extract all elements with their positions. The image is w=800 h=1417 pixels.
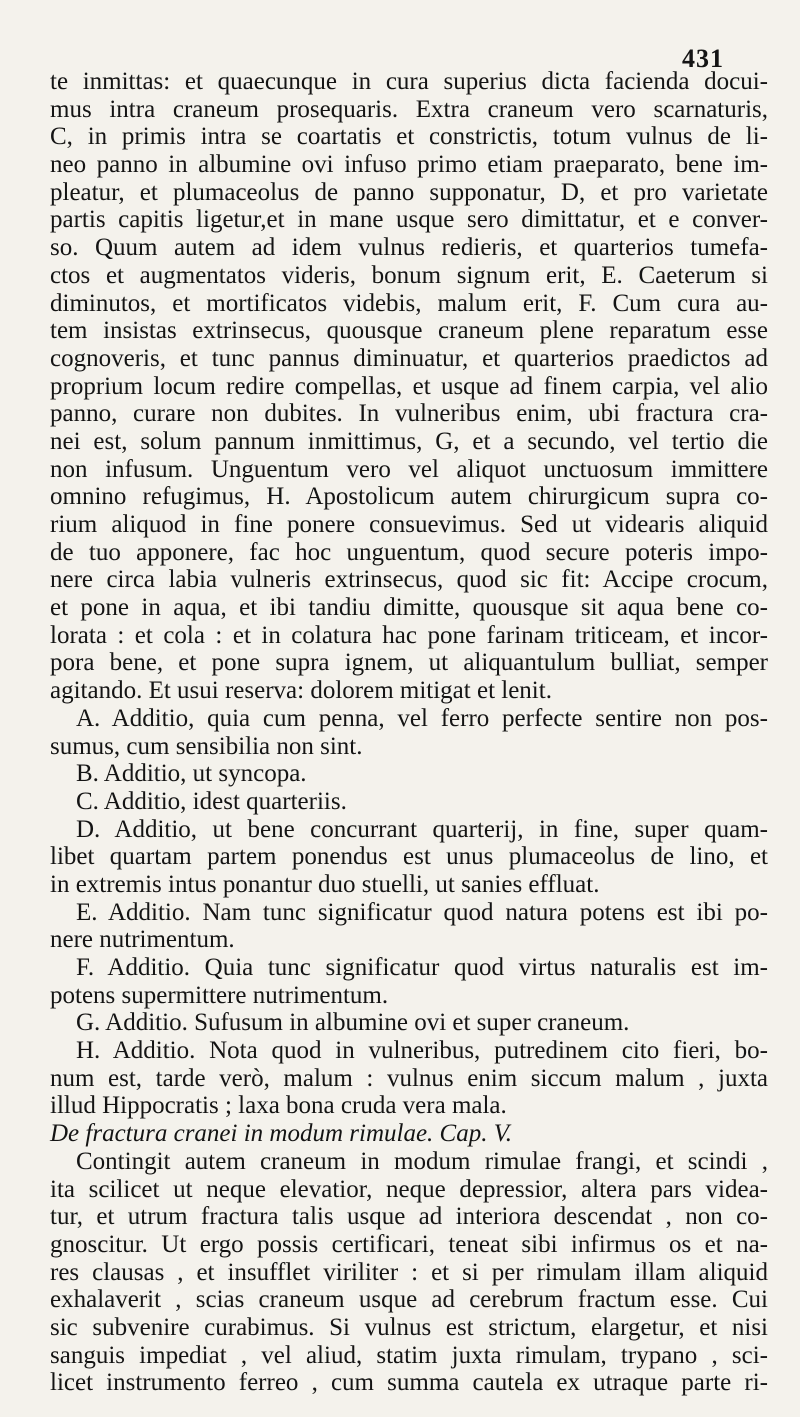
text-line: diminutos, et mortificatos videbis, malum erit, F. Cum cura au- xyxy=(50,289,768,317)
text-line: nei est, solum pannum inmittimus, G, et a secundo, vel tertio die xyxy=(50,427,768,455)
text-line: cognoveris, et tunc pannus diminuatur, et quarterios praedictos ad xyxy=(50,344,768,372)
text-line: C, in primis intra se coartatis et constrictis, totum vulnus de li- xyxy=(50,123,768,151)
text-line: agitando. Et usui reserva: dolorem mitigat et lenit. xyxy=(50,677,552,705)
text-line: B. Additio, ut syncopa. xyxy=(76,760,307,788)
page-number: 431 xyxy=(682,44,724,73)
text-line: C. Additio, idest quarteriis. xyxy=(76,787,347,815)
text-line: mus intra craneum prosequaris. Extra craneum vero scarnaturis, xyxy=(50,95,768,123)
text-line: de tuo apponere, fac hoc unguentum, quod secure poteris impo- xyxy=(50,538,768,566)
text-line: E. Additio. Nam tunc significatur quod natura potens est ibi po- xyxy=(76,898,768,926)
text-line: licet instrumento ferreo , cum summa cautela ex utraque parte ri- xyxy=(50,1369,768,1397)
text-line: partis capitis ligetur,et in mane usque sero dimittatur, et e conver- xyxy=(50,206,768,234)
text-line: et pone in aqua, et ibi tandiu dimitte, quousque sit aqua bene co- xyxy=(50,594,768,622)
text-line: tem insistas extrinsecus, quousque craneum plene reparatum esse xyxy=(50,317,768,345)
text-line: so. Quum autem ad idem vulnus redieris, et quarterios tumefa- xyxy=(50,234,768,262)
text-line: G. Additio. Sufusum in albumine ovi et super craneum. xyxy=(76,1009,630,1037)
text-line: pleatur, et plumaceolus de panno supponatur, D, et pro varietate xyxy=(50,178,768,206)
text-line: potens supermittere nutrimentum. xyxy=(50,981,389,1009)
text-line: res clausas , et insufflet viriliter : et si per rimulam illam aliquid xyxy=(50,1258,768,1286)
chapter-heading: De fractura cranei in modum rimulae. Cap. V. xyxy=(50,1120,513,1148)
text-line: ctos et augmentatos videris, bonum signum erit, E. Caeterum si xyxy=(50,261,768,289)
text-line: sumus, cum sensibilia non sint. xyxy=(50,732,363,760)
text-line: H. Additio. Nota quod in vulneribus, putredinem cito fieri, bo- xyxy=(76,1037,768,1065)
text-line: sic subvenire curabimus. Si vulnus est strictum, elargetur, et nisi xyxy=(50,1313,768,1341)
text-line: omnino refugimus, H. Apostolicum autem chirurgicum supra co- xyxy=(50,483,768,511)
text-line: panno, curare non dubites. In vulneribus enim, ubi fractura cra- xyxy=(50,400,768,428)
text-line: rium aliquod in fine ponere consuevimus. Sed ut videaris aliquid xyxy=(50,511,768,538)
text-line: libet quartam partem ponendus est unus plumaceolus de lino, et xyxy=(50,843,768,871)
text-line: illud Hippocratis ; laxa bona cruda vera mala. xyxy=(50,1092,507,1120)
text-line: lorata : et cola : et in colatura hac pone farinam triticeam, et incor- xyxy=(50,621,768,649)
body-text xyxy=(50,68,768,1397)
text-line: ita scilicet ut neque elevatior, neque depressior, altera pars videa- xyxy=(50,1175,768,1203)
text-line: neo panno in albumine ovi infuso primo etiam praeparato, bene im- xyxy=(50,151,768,179)
text-line: nere circa labia vulneris extrinsecus, quod sic fit: Accipe crocum, xyxy=(50,566,768,594)
text-line: in extremis intus ponantur duo stuelli, ut sanies effluat. xyxy=(50,870,600,898)
text-line: exhalaverit , scias craneum usque ad cerebrum fractum esse. Cui xyxy=(50,1286,768,1314)
text-line: num est, tarde verò, malum : vulnus enim siccum malum , juxta xyxy=(50,1064,768,1092)
text-line: pora bene, et pone supra ignem, ut aliquantulum bulliat, semper xyxy=(50,649,768,677)
text-line: sanguis impediat , vel aliud, statim juxta rimulam, trypano , sci- xyxy=(50,1341,768,1369)
text-line: nere nutrimentum. xyxy=(50,926,235,954)
text-line: te inmittas: et quaecunque in cura superius dicta facienda docui- xyxy=(50,68,768,95)
text-line: gnoscitur. Ut ergo possis certificari, teneat sibi infirmus os et na- xyxy=(50,1230,768,1258)
text-line: A. Additio, quia cum penna, vel ferro perfecte sentire non pos- xyxy=(76,704,768,732)
text-line: F. Additio. Quia tunc significatur quod virtus naturalis est im- xyxy=(76,954,768,981)
text-line: tur, et utrum fractura talis usque ad interiora descendat , non co- xyxy=(50,1203,768,1231)
text-line: non infusum. Unguentum vero vel aliquot unctuosum immittere xyxy=(50,455,768,483)
text-line: proprium locum redire compellas, et usque ad finem carpia, vel alio xyxy=(50,372,768,400)
text-line: D. Additio, ut bene concurrant quarterij, in fine, super quam- xyxy=(76,815,768,843)
text-line: Contingit autem craneum in modum rimulae frangi, et scindi , xyxy=(76,1147,768,1175)
